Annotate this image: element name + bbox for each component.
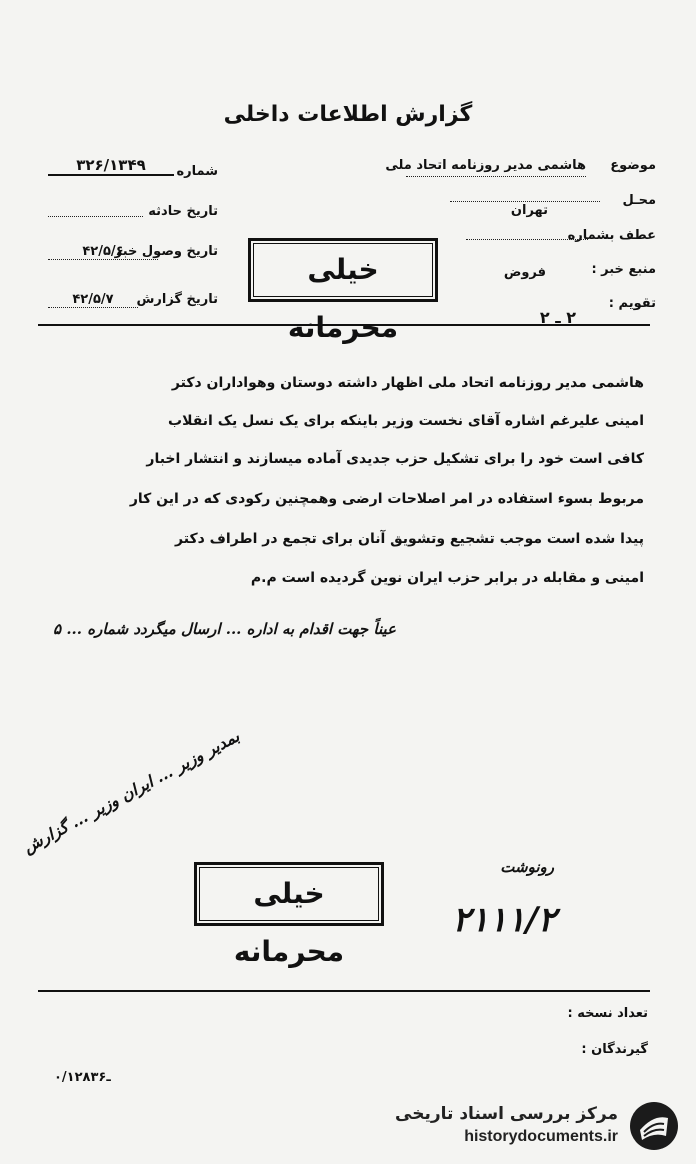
event-date-label: تاریخ حادثه	[148, 204, 218, 219]
reference-dotted-line	[466, 239, 588, 240]
handwritten-margin-note: بمدیر وزیر ... ایران وزیر ... گزارش	[20, 726, 243, 857]
received-date-label: تاریخ وصول خبر	[114, 244, 218, 259]
recipients-label: گیرندگان :	[581, 1042, 648, 1057]
source-value: فروض	[503, 265, 546, 280]
website-text: historydocuments.ir	[464, 1128, 618, 1145]
number-label: شماره	[176, 164, 218, 179]
book-logo-icon	[628, 1100, 680, 1152]
bottom-annotation-number: ۲۱۱۱/۲	[452, 900, 556, 940]
body-line-4: مربوط بسوء استفاده در امر اصلاحات ارضی وهمچنین رکودی که در این کار	[129, 491, 644, 507]
body-line-3: کافی است خود را برای تشکیل حزب جدیدی آماده میسازند و انتشار اخبار	[146, 451, 644, 467]
body-line-2: امینی علیرغم اشاره آقای نخست وزیر باینکه برای یک نسل یک انقلاب	[168, 413, 644, 429]
footer-divider	[38, 990, 650, 992]
body-line-5: پیدا شده است موجب تشجیع وتشویق آنان برای تجمع در اطراف دکتر	[175, 531, 644, 547]
confidential-stamp-bottom: خیلی محرمانه	[194, 862, 384, 926]
report-date-value: ۴۲/۵/۷	[48, 292, 138, 308]
center-name: مرکز بررسی اسناد تاریخی	[395, 1104, 618, 1124]
number-value: ۳۲۶/۱۳۴۹	[48, 156, 174, 176]
report-date-label: تاریخ گزارش	[136, 292, 218, 307]
body-line-6: امینی و مقابله در برابر حزب ایران نوین گردیده است م.م	[250, 570, 644, 586]
place-label: محـل	[622, 193, 656, 208]
received-date-value: ۴۲/۵/۶	[48, 244, 158, 260]
subject-value: هاشمی مدیر روزنامه اتحاد ملی	[385, 158, 586, 173]
header-divider	[38, 324, 650, 326]
evaluation-value: ۲ ـ ۲	[539, 308, 576, 327]
source-label: منبع خبر :	[591, 262, 656, 277]
place-dotted-line	[450, 201, 600, 202]
bottom-annotation-label: رونوشت	[500, 858, 554, 876]
body-line-1: هاشمی مدیر روزنامه اتحاد ملی اظهار داشته دوستان وهواداران دکتر	[171, 375, 644, 391]
subject-label: موضوع	[610, 158, 656, 173]
copies-label: تعداد نسخه :	[567, 1006, 648, 1021]
form-code: ۰/۱۲۸ـ۳۶	[54, 1070, 111, 1085]
reference-label: عطف بشماره	[567, 228, 656, 243]
evaluation-label: تقویم :	[608, 296, 656, 311]
subject-dotted-line	[406, 176, 586, 177]
event-date-dotted-line	[48, 216, 143, 217]
document-title: گزارش اطلاعات داخلی	[223, 102, 473, 127]
confidential-stamp-top: خیلی محرمانه	[248, 238, 438, 302]
place-value: تهران	[510, 203, 548, 218]
handwritten-forwarding-note: عیناً جهت اقدام به اداره ... ارسال میگردد شماره ... ۵	[53, 620, 396, 638]
branding-footer	[392, 1100, 682, 1156]
